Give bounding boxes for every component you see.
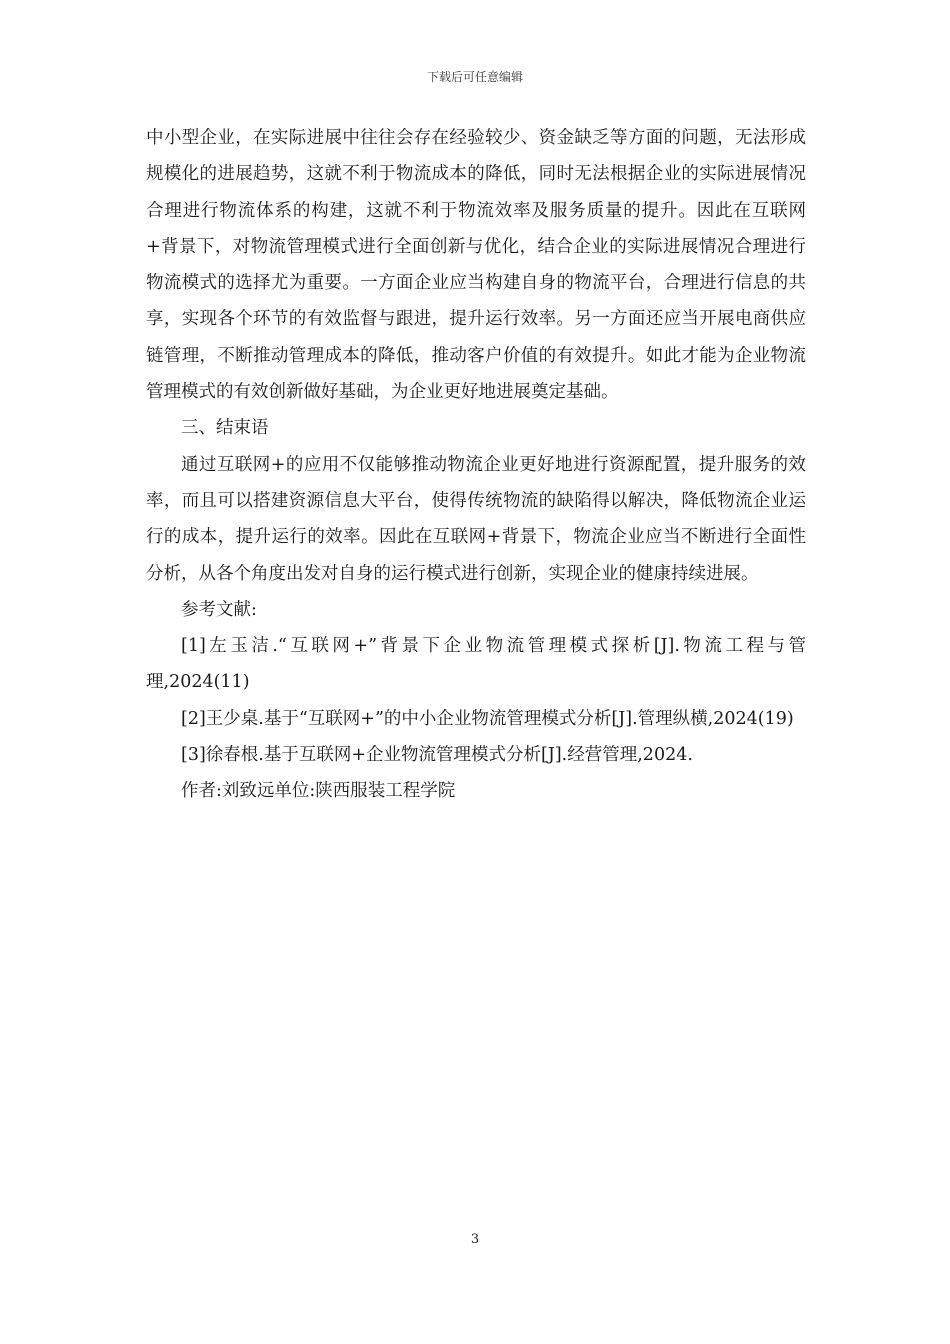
reference-item: [3]徐春根.基于互联网+企业物流管理模式分析[J].经营管理,2024. bbox=[181, 745, 693, 766]
section-heading: 三、结束语 bbox=[181, 418, 269, 439]
body-paragraph: 通过互联网+的应用不仅能够推动物流企业更好地进行资源配置，提升服务的效率，而且可以搭建资源信息大平台，使得传统物流的缺陷得以解决，降低物流企业运行的成本，提升运行的效率。因此在互联网+背景下，物流企业应当不断进行全面性分析，从各个角度出发对自身的运行模式进行创新，实现企业的健康持续进展。 bbox=[146, 454, 806, 584]
reference-item: [2]王少桌.基于“互联网+”的中小企业物流管理模式分析[J].管理纵横,2024(19) bbox=[181, 708, 794, 729]
page-number: 3 bbox=[470, 1232, 480, 1247]
page-header: 下载后可任意编辑 bbox=[426, 70, 523, 84]
document-body bbox=[146, 120, 806, 810]
reference-item: [1]左玉洁.“互联网+”背景下企业物流管理模式探析[J].物流工程与管理,2024(11) bbox=[146, 636, 806, 693]
author-line: 作者:刘致远单位:陕西服装工程学院 bbox=[181, 781, 456, 802]
references-heading: 参考文献: bbox=[181, 599, 257, 620]
body-paragraph: 中小型企业，在实际进展中往往会存在经验较少、资金缺乏等方面的问题，无法形成规模化的进展趋势，这就不利于物流成本的降低，同时无法根据企业的实际进展情况合理进行物流体系的构建，这就不利于物流效率及服务质量的提升。因此在互联网+背景下，对物流管理模式进行全面创新与优化，结合企业的实际进展情况合理进行物流模式的选择尤为重要。一方面企业应当构建自身的物流平台，合理进行信息的共享，实现各个环节的有效监督与跟进，提升运行效率。另一方面还应当开展电商供应链管理，不断推动管理成本的降低，推动客户价值的有效提升。如此才能为企业物流管理模式的有效创新做好基础，为企业更好地进展奠定基础。 bbox=[146, 128, 806, 403]
